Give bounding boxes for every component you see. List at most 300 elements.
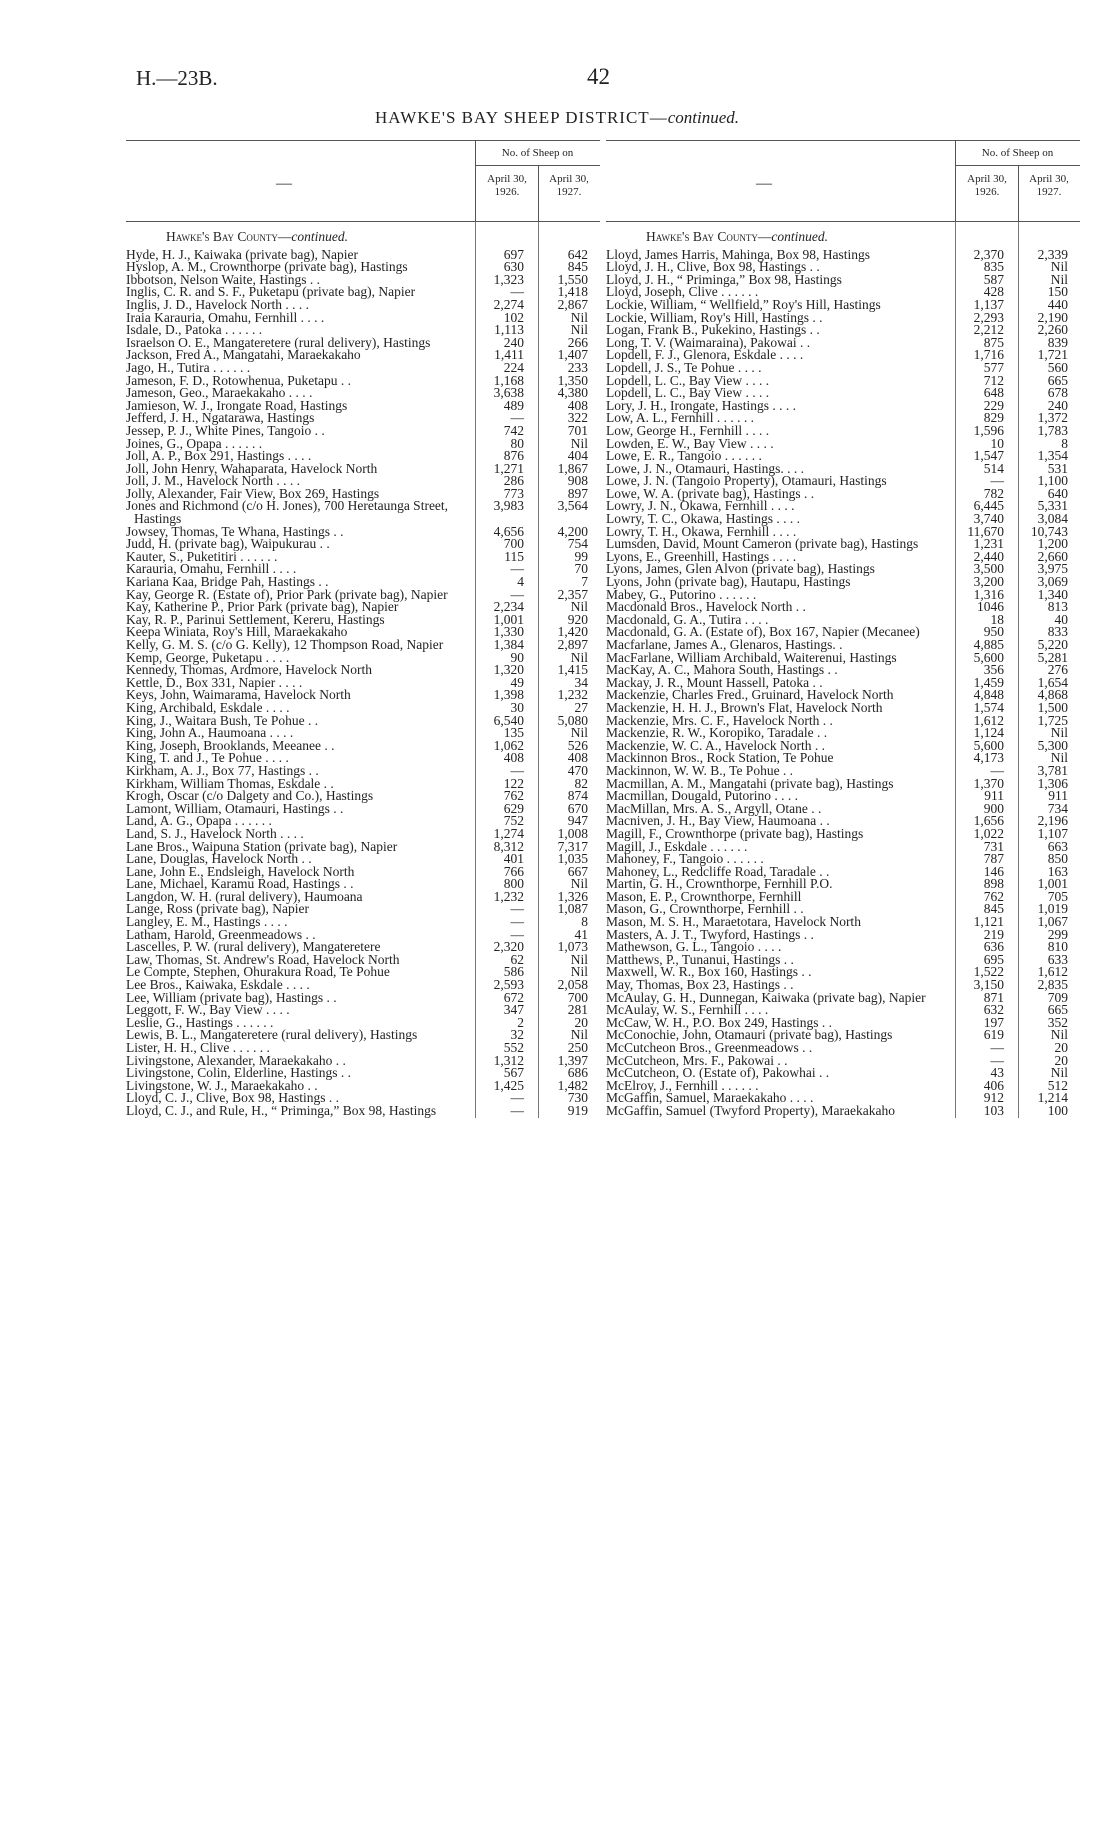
sheep-count-1927: 633 — [1047, 951, 1068, 967]
sheep-count-1926: 428 — [983, 284, 1004, 300]
owner-name-address: McConochie, John, Otamauri (private bag), Hastings — [606, 1027, 893, 1043]
owner-name-address: Lopdell, L. C., Bay View . . . . — [606, 372, 770, 388]
owner-name-address: Macmillan, A. M., Mangatahi (private bag), Hastings — [606, 775, 894, 791]
col-1927-heading: April 30, 1927. — [1029, 173, 1069, 198]
sheep-count-1927: 1,087 — [557, 901, 588, 917]
sheep-count-1927: 1,550 — [557, 271, 588, 287]
sheep-count-1926: — — [990, 762, 1004, 778]
owner-name-address: MacKay, A. C., Mahora South, Hastings . . — [606, 662, 838, 678]
sheep-count-1927: 5,300 — [1037, 737, 1068, 753]
sheep-count-1927: 640 — [1047, 485, 1068, 501]
owner-name-address: Joines, G., Opapa . . . . . . — [126, 435, 263, 451]
table-row — [126, 500, 600, 525]
sheep-count-1927: 833 — [1047, 624, 1068, 640]
owner-name-address: Inglis, J. D., Havelock North . . . . — [126, 296, 309, 312]
sheep-count-1926: 1,001 — [493, 611, 524, 627]
sheep-count-1927: 1,019 — [1037, 901, 1068, 917]
sheep-count-1926: 3,500 — [973, 561, 1004, 577]
owner-name-address: Kauter, S., Puketitiri . . . . . . — [126, 548, 278, 564]
owner-name-address: Lane, Douglas, Havelock North . . — [126, 851, 312, 867]
table-body — [606, 222, 1080, 1118]
sheep-count-1927: Nil — [570, 1027, 588, 1043]
sheep-count-1927: 665 — [1047, 1002, 1068, 1018]
owner-name-address: Macfarlane, James A., Glenaros, Hastings. . — [606, 637, 843, 652]
owner-name-address: Macdonald, G. A., Tutira . . . . — [606, 611, 769, 627]
owner-name-address: McAulay, G. H., Dunnegan, Kaiwaka (private bag), Napier — [606, 989, 926, 1005]
sheep-count-1927: 845 — [567, 259, 588, 275]
owner-name-address: Jowsey, Thomas, Te Whana, Hastings . . — [126, 523, 344, 539]
sheep-count-1927: 1,372 — [1037, 410, 1068, 426]
sheep-count-1926: 700 — [503, 536, 524, 552]
header-dash: — — [756, 175, 772, 192]
sheep-count-1926: 1,168 — [493, 372, 524, 388]
sheep-count-1926: 552 — [503, 1040, 524, 1055]
sheep-count-1927: 2,897 — [557, 637, 588, 652]
sheep-count-1927: 1,073 — [557, 939, 588, 955]
entry-list — [126, 246, 600, 1118]
owner-name-address: McCutcheon, O. (Estate of), Pakowhai . . — [606, 1065, 830, 1081]
sheep-count-1927: 1,008 — [557, 825, 588, 841]
sheep-count-1927: 1,612 — [1037, 964, 1068, 980]
sheep-count-1926: 18 — [990, 611, 1004, 627]
sheep-count-1926: 1,596 — [973, 422, 1004, 438]
owner-name-address: Macdonald, G. A. (Estate of), Box 167, Napier (Mecanee) — [606, 624, 920, 640]
sheep-count-1927: 686 — [567, 1065, 588, 1081]
owner-name-address: Jameson, F. D., Rotowhenua, Puketapu . . — [126, 372, 352, 388]
sheep-count-1926: — — [510, 410, 524, 426]
sheep-count-1926: 2,593 — [493, 977, 524, 993]
sheep-count-1927: Nil — [1050, 750, 1068, 766]
sheep-count-1927: 27 — [574, 699, 588, 715]
owner-name-address: May, Thomas, Box 23, Hastings . . — [606, 977, 794, 993]
sheep-count-1926: — — [510, 561, 524, 577]
sheep-count-1926: 2,440 — [973, 548, 1004, 564]
sheep-count-1926: 577 — [983, 359, 1004, 375]
owner-name-address: Lowry, T. H., Okawa, Fernhill . . . . — [606, 523, 797, 539]
sheep-count-1927: 41 — [574, 926, 588, 942]
sheep-count-1926: 4,173 — [973, 750, 1004, 766]
sheep-count-1927: 7 — [581, 574, 588, 590]
sheep-count-1927: 10,743 — [1030, 523, 1068, 539]
owner-name-address: Jago, H., Tutira . . . . . . — [126, 359, 251, 375]
owner-name-address: Kay, Katherine P., Prior Park (private bag), Napier — [126, 599, 399, 615]
sheep-count-1926: — — [510, 284, 524, 300]
sheep-count-1927: 1,482 — [557, 1077, 588, 1093]
sheep-count-1926: 835 — [983, 259, 1004, 275]
owner-name-address: Mahoney, F., Tangoio . . . . . . — [606, 851, 764, 867]
owner-name-address: Mason, E. P., Crownthorpe, Fernhill — [606, 888, 802, 904]
sheep-count-1927: 667 — [567, 863, 588, 879]
owner-name-address: Lopdell, J. S., Te Pohue . . . . — [606, 359, 762, 375]
owner-name-address: Macdonald Bros., Havelock North . . — [606, 599, 806, 615]
sheep-count-1926: 1,022 — [973, 825, 1004, 841]
owner-name-address: Maxwell, W. R., Box 160, Hastings . . — [606, 964, 812, 980]
sheep-count-1927: 1,721 — [1037, 347, 1068, 363]
sheep-count-1926: — — [510, 1090, 524, 1106]
entry-list — [606, 246, 1080, 1118]
sheep-count-1926: — — [510, 914, 524, 930]
sheep-count-1927: 5,331 — [1037, 498, 1068, 514]
sheep-count-1926: 950 — [983, 624, 1004, 640]
sheep-count-1927: Nil — [570, 649, 588, 665]
owner-name-address: Mackenzie, H. H. J., Brown's Flat, Havelock North — [606, 699, 883, 715]
sheep-count-1926: 845 — [983, 901, 1004, 917]
owner-name-address: Matthews, P., Tunanui, Hastings . . — [606, 951, 794, 967]
sheep-count-1926: 2,234 — [493, 599, 524, 615]
owner-name-address: Land, S. J., Havelock North . . . . — [126, 825, 304, 841]
owner-name-address: Lloyd, C. J., and Rule, H., “ Priminga,” Box 98, Hastings — [126, 1102, 437, 1118]
sheep-count-1927: 299 — [1047, 926, 1068, 942]
sheep-count-1927: 2,190 — [1037, 309, 1068, 325]
sheep-count-1927: 560 — [1047, 359, 1068, 375]
sheep-count-1927: 276 — [1047, 662, 1068, 678]
owner-name-address: McGaffin, Samuel, Maraekakaho . . . . — [606, 1090, 814, 1106]
sheep-count-1927: 642 — [567, 246, 588, 262]
owner-name-address: McElroy, J., Fernhill . . . . . . — [606, 1077, 759, 1093]
owner-name-address: King, John A., Haumoana . . . . — [126, 725, 294, 741]
sheep-count-1926: 800 — [503, 876, 524, 892]
sheep-count-1927: 754 — [567, 536, 588, 552]
sheep-count-1926: 489 — [503, 397, 524, 413]
sheep-count-1927: 2,660 — [1037, 548, 1068, 564]
sheep-count-1926: 567 — [503, 1065, 524, 1081]
sheep-count-1926: 103 — [983, 1102, 1004, 1118]
title-text: HAWKE'S BAY SHEEP DISTRICT— — [375, 108, 668, 127]
sheep-count-1926: 1,425 — [493, 1077, 524, 1093]
sheep-count-1927: 526 — [567, 737, 588, 753]
sheep-count-1927: 920 — [567, 611, 588, 627]
sheep-count-1927: 874 — [567, 788, 588, 804]
sheep-count-1926: 587 — [983, 271, 1004, 287]
sheep-count-1926: 197 — [983, 1014, 1004, 1030]
sheep-count-1927: 705 — [1047, 888, 1068, 904]
sheep-count-1926: 1,547 — [973, 448, 1004, 464]
sheep-count-1926: — — [510, 901, 524, 917]
sheep-count-1927: 1,867 — [557, 460, 588, 476]
sheep-count-1926: 5,600 — [973, 737, 1004, 753]
owner-name-address: Inglis, C. R. and S. F., Puketapu (private bag), Napier — [126, 284, 416, 300]
owner-name-address: Martin, G. H., Crownthorpe, Fernhill P.O. — [606, 876, 833, 892]
sheep-count-1927: 1,418 — [557, 284, 588, 300]
sheep-count-1927: 3,781 — [1037, 762, 1068, 778]
owner-name-address: Mackinnon Bros., Rock Station, Te Pohue — [606, 750, 834, 766]
sheep-count-1927: 2,260 — [1037, 322, 1068, 338]
sheep-count-1927: 1,214 — [1037, 1090, 1068, 1106]
owner-name-address: Lopdell, F. J., Glenora, Eskdale . . . . — [606, 347, 804, 363]
sheep-count-1927: Nil — [1050, 271, 1068, 287]
sheep-count-1927: 408 — [567, 750, 588, 766]
sheep-count-1926: — — [990, 1052, 1004, 1068]
sheep-count-1927: 1,067 — [1037, 914, 1068, 930]
sheep-count-1926: 356 — [983, 662, 1004, 678]
sheep-count-1926: — — [990, 473, 1004, 489]
sheep-count-1927: 701 — [567, 422, 588, 438]
sheep-count-1926: 731 — [983, 838, 1004, 854]
owner-name-address: Joll, A. P., Box 291, Hastings . . . . — [126, 448, 312, 464]
owner-name-address: Long, T. V. (Waimaraina), Pakowai . . — [606, 334, 811, 350]
owner-name-address: Lumsden, David, Mount Cameron (private bag), Hastings — [606, 536, 919, 552]
owner-name-address: Mackenzie, W. C. A., Havelock North . . — [606, 737, 825, 753]
sheep-count-1927: 266 — [567, 334, 588, 350]
sheep-count-1926: 1,612 — [973, 712, 1004, 728]
sheep-count-1926: 1,411 — [494, 347, 524, 363]
sheep-count-1927: 8 — [581, 914, 588, 930]
sheep-count-1927: 5,281 — [1037, 649, 1068, 665]
sheep-count-1927: 512 — [1047, 1077, 1068, 1093]
sheep-count-1926: 1,716 — [973, 347, 1004, 363]
sheep-count-1926: 712 — [983, 372, 1004, 388]
owner-name-address: Langley, E. M., Hastings . . . . — [126, 914, 288, 930]
sheep-count-1927: 1,407 — [557, 347, 588, 363]
owner-name-address: King, Joseph, Brooklands, Meeanee . . — [126, 737, 335, 753]
sheep-count-1927: 1,100 — [1037, 473, 1068, 489]
owner-name-address: Macmillan, Dougald, Putorino . . . . — [606, 788, 798, 804]
owner-name-address: Lyons, E., Greenhill, Hastings . . . . — [606, 548, 797, 564]
sheep-count-1927: 1,001 — [1037, 876, 1068, 892]
sheep-count-1927: 1,340 — [1037, 586, 1068, 602]
sheep-count-1926: 90 — [510, 649, 524, 665]
sheep-count-1926: 10 — [990, 435, 1004, 451]
sheep-count-1927: 70 — [574, 561, 588, 577]
owner-name-address: Lane, Michael, Karamu Road, Hastings . . — [126, 876, 354, 892]
sheep-count-1926: 871 — [983, 989, 1004, 1005]
sheep-count-1926: 629 — [503, 800, 524, 816]
sheep-count-1927: Nil — [1050, 259, 1068, 275]
sheep-count-1927: 813 — [1047, 599, 1068, 615]
owner-name-address: King, J., Waitara Bush, Te Pohue . . — [126, 712, 319, 728]
owner-name-address: Lane, John E., Endsleigh, Havelock North — [126, 863, 355, 879]
sheep-count-1927: 839 — [1047, 334, 1068, 350]
owner-name-address: Joll, J. M., Havelock North . . . . — [126, 473, 300, 489]
sheep-count-1927: 1,725 — [1037, 712, 1068, 728]
owner-name-address: Jessep, P. J., White Pines, Tangoio . . — [126, 422, 325, 438]
sheep-count-1927: 3,084 — [1037, 511, 1068, 527]
sheep-count-1927: Nil — [570, 599, 588, 615]
sheep-count-1926: 1,271 — [493, 460, 524, 476]
owner-name-address: Lloyd, C. J., Clive, Box 98, Hastings . . — [126, 1090, 340, 1106]
sheep-count-1927: 3,564 — [557, 498, 588, 514]
sheep-count-1926: 219 — [983, 926, 1004, 942]
owner-name-address: Leslie, G., Hastings . . . . . . — [126, 1014, 274, 1030]
sheep-count-1926: 630 — [503, 259, 524, 275]
owner-name-address: MacMillan, Mrs. A. S., Argyll, Otane . . — [606, 800, 822, 816]
sheep-count-1927: 281 — [567, 1002, 588, 1018]
owner-name-address: Joll, John Henry, Wahaparata, Havelock North — [126, 460, 378, 476]
sheep-count-1927: Nil — [570, 876, 588, 892]
owner-name-address: Lascelles, P. W. (rural delivery), Mangateretere — [126, 939, 381, 955]
sheep-count-1926: 1,113 — [494, 322, 524, 338]
owner-name-address: Mackay, J. R., Mount Hassell, Patoka . . — [606, 674, 823, 690]
owner-name-address: McCutcheon Bros., Greenmeadows . . — [606, 1040, 813, 1055]
sheep-count-1927: 2,867 — [557, 296, 588, 312]
sheep-count-1926: 1,320 — [493, 662, 524, 678]
no-of-sheep-heading: No. of Sheep on — [981, 147, 1054, 159]
sheep-count-1927: Nil — [570, 725, 588, 741]
title-continued: continued. — [667, 108, 739, 127]
sheep-count-1926: 876 — [503, 448, 524, 464]
owner-name-address: Lange, Ross (private bag), Napier — [126, 901, 309, 917]
sheep-count-1926: 636 — [983, 939, 1004, 955]
owner-name-address: Leggott, F. W., Bay View . . . . — [126, 1002, 290, 1018]
owner-name-address: Jones and Richmond (c/o H. Jones), 700 Heretaunga Street, Hastings — [126, 498, 449, 527]
owner-name-address: Lowry, J. N., Okawa, Fernhill . . . . — [606, 498, 795, 514]
owner-name-address: Livingstone, Colin, Elderline, Hastings . . — [126, 1065, 351, 1081]
page-number: 42 — [587, 64, 610, 89]
owner-name-address: Mackenzie, Mrs. C. F., Havelock North . . — [606, 712, 833, 728]
sheep-count-1926: 782 — [983, 485, 1004, 501]
left-column-table — [126, 140, 600, 1118]
owner-name-address: Mackenzie, R. W., Koropiko, Taradale . . — [606, 725, 828, 741]
sheep-count-1927: 897 — [567, 485, 588, 501]
col-1927-heading: April 30, 1927. — [549, 173, 589, 198]
sheep-count-1927: 1,654 — [1037, 674, 1068, 690]
owner-name-address: Lamont, William, Otamauri, Hastings . . — [126, 800, 344, 816]
owner-name-address: Le Compte, Stephen, Ohurakura Road, Te Pohue — [126, 964, 390, 980]
sheep-count-1926: 2,293 — [973, 309, 1004, 325]
sheep-count-1927: 1,350 — [557, 372, 588, 388]
sheep-count-1927: 1,397 — [557, 1052, 588, 1068]
sheep-count-1927: 1,354 — [1037, 448, 1068, 464]
sheep-count-1927: 150 — [1047, 284, 1068, 300]
owner-name-address: Latham, Harold, Greenmeadows . . — [126, 926, 316, 942]
owner-name-address: Kennedy, Thomas, Ardmore, Havelock North — [126, 662, 372, 678]
sheep-count-1927: 352 — [1047, 1014, 1068, 1030]
sheep-count-1927: 1,326 — [557, 888, 588, 904]
sheep-count-1927: 4,380 — [557, 385, 588, 401]
sheep-count-1926: 347 — [503, 1002, 524, 1018]
sheep-count-1926: 229 — [983, 397, 1004, 413]
section-heading: Hawke's Bay County—continued. — [166, 229, 349, 244]
sheep-count-1927: 850 — [1047, 851, 1068, 867]
sheep-count-1926: — — [510, 926, 524, 942]
sheep-count-1926: 30 — [510, 699, 524, 715]
sheep-count-1926: — — [510, 1102, 524, 1118]
owner-name-address: Lowden, E. W., Bay View . . . . — [606, 435, 774, 451]
sheep-count-1926: 4,656 — [493, 523, 524, 539]
sheep-count-1927: 919 — [567, 1102, 588, 1118]
sheep-count-1926: — — [990, 1040, 1004, 1055]
sheep-count-1927: Nil — [1050, 1065, 1068, 1081]
sheep-count-1926: 3,983 — [493, 498, 524, 514]
sheep-count-1926: 1,232 — [493, 888, 524, 904]
owner-name-address: Lane Bros., Waipuna Station (private bag), Napier — [126, 838, 398, 854]
sheep-count-1927: 734 — [1047, 800, 1068, 816]
owner-name-address: Israelson O. E., Mangateretere (rural delivery), Hastings — [126, 334, 431, 350]
sheep-count-1926: 3,150 — [973, 977, 1004, 993]
owner-name-address: Lopdell, L. C., Bay View . . . . — [606, 385, 770, 401]
sheep-count-1926: 2,370 — [973, 246, 1004, 262]
sheep-count-1926: 49 — [510, 674, 524, 690]
sheep-count-1927: 3,069 — [1037, 574, 1068, 590]
sheep-count-1926: 911 — [984, 788, 1004, 804]
sheep-count-1927: 531 — [1047, 460, 1068, 476]
sheep-count-1927: 911 — [1048, 788, 1068, 804]
owner-name-address: Magill, F., Crownthorpe (private bag), Hastings — [606, 825, 864, 841]
owner-name-address: Lloyd, J. H., Clive, Box 98, Hastings . . — [606, 259, 820, 275]
owner-name-address: Jefferd, J. H., Ngatarawa, Hastings — [126, 410, 315, 426]
sheep-count-1927: 908 — [567, 473, 588, 489]
sheep-count-1926: 742 — [503, 422, 524, 438]
sheep-count-1926: 122 — [503, 775, 524, 791]
sheep-count-1926: 3,638 — [493, 385, 524, 401]
sheep-count-1926: 619 — [983, 1027, 1004, 1043]
sheep-count-1926: 1,124 — [973, 725, 1004, 741]
sheep-count-1926: 3,200 — [973, 574, 1004, 590]
sheep-count-1926: 912 — [983, 1090, 1004, 1106]
owner-name-address: Judd, H. (private bag), Waipukurau . . — [126, 536, 330, 552]
table-body — [126, 222, 600, 1118]
owner-name-address: McAulay, W. S., Fernhill . . . . — [606, 1002, 769, 1018]
sheep-count-1927: Nil — [570, 435, 588, 451]
sheep-count-1927: 730 — [567, 1090, 588, 1106]
owner-name-address: Masters, A. J. T., Twyford, Hastings . . — [606, 926, 814, 942]
table-header — [606, 140, 1080, 222]
sheep-count-1926: 4,848 — [973, 687, 1004, 703]
sheep-count-1927: 1,306 — [1037, 775, 1068, 791]
sheep-count-1927: Nil — [570, 964, 588, 980]
owner-name-address: Karauria, Omahu, Fernhill . . . . — [126, 561, 297, 577]
owner-name-address: Lowe, W. A. (private bag), Hastings . . — [606, 485, 815, 501]
sheep-count-1927: 665 — [1047, 372, 1068, 388]
sheep-count-1927: 40 — [1054, 611, 1068, 627]
sheep-count-1926: 900 — [983, 800, 1004, 816]
sheep-count-1927: 240 — [1047, 397, 1068, 413]
sheep-count-1926: 697 — [503, 246, 524, 262]
owner-name-address: Kettle, D., Box 331, Napier . . . . — [126, 674, 303, 690]
sheep-count-1927: 163 — [1047, 863, 1068, 879]
owner-name-address: Lister, H. H., Clive . . . . . . — [126, 1040, 270, 1055]
owner-name-address: Ibbotson, Nelson Waite, Hastings . . — [126, 271, 321, 287]
owner-name-address: Mackinnon, W. W. B., Te Pohue . . — [606, 762, 794, 778]
sheep-count-1927: 82 — [574, 775, 588, 791]
owner-name-address: Hyde, H. J., Kaiwaka (private bag), Napier — [126, 246, 359, 262]
owner-name-address: McGaffin, Samuel (Twyford Property), Maraekakaho — [606, 1102, 895, 1118]
sheep-count-1927: 1,107 — [1037, 825, 1068, 841]
sheep-count-1926: 787 — [983, 851, 1004, 867]
owner-name-address: Lowe, J. N. (Tangoio Property), Otamauri, Hastings — [606, 473, 887, 489]
sheep-count-1926: 2 — [517, 1014, 524, 1030]
owner-name-address: Lowry, T. C., Okawa, Hastings . . . . — [606, 511, 800, 527]
sheep-count-1927: Nil — [570, 951, 588, 967]
sheep-count-1926: 632 — [983, 1002, 1004, 1018]
owner-name-address: Lee Bros., Kaiwaka, Eskdale . . . . — [126, 977, 310, 993]
sheep-count-1926: 672 — [503, 989, 524, 1005]
sheep-count-1927: 408 — [567, 397, 588, 413]
sheep-count-1927: 3,975 — [1037, 561, 1068, 577]
owner-name-address: Lloyd, James Harris, Mahinga, Box 98, Hastings — [606, 246, 870, 262]
sheep-count-1926: 408 — [503, 750, 524, 766]
owner-name-address: Lory, J. H., Irongate, Hastings . . . . — [606, 397, 796, 413]
sheep-count-1926: 115 — [504, 548, 524, 564]
sheep-count-1926: 43 — [990, 1065, 1004, 1081]
sheep-count-1926: 11,670 — [967, 523, 1004, 539]
owner-name-address: Logan, Frank B., Pukekino, Hastings . . — [606, 322, 820, 338]
owner-name-address: Magill, J., Eskdale . . . . . . — [606, 838, 748, 854]
sheep-count-1926: 648 — [983, 385, 1004, 401]
sheep-count-1926: 1,656 — [973, 813, 1004, 829]
owner-name-address: Mackenzie, Charles Fred., Gruinard, Havelock North — [606, 687, 894, 703]
owner-name-address: Mahoney, L., Redcliffe Road, Taradale . . — [606, 863, 830, 879]
owner-name-address: Hyslop, A. M., Crownthorpe (private bag), Hastings — [126, 259, 408, 275]
sheep-count-1926: — — [510, 762, 524, 778]
table-header — [126, 140, 600, 222]
sheep-count-1926: 829 — [983, 410, 1004, 426]
owner-name-address: Krogh, Oscar (c/o Dalgety and Co.), Hastings — [126, 788, 374, 804]
sheep-count-1926: 514 — [983, 460, 1004, 476]
sheep-count-1926: 135 — [503, 725, 524, 741]
owner-name-address: Lyons, James, Glen Alvon (private bag), Hastings — [606, 561, 875, 577]
owner-name-address: Iraia Karauria, Omahu, Fernhill . . . . — [126, 309, 325, 325]
